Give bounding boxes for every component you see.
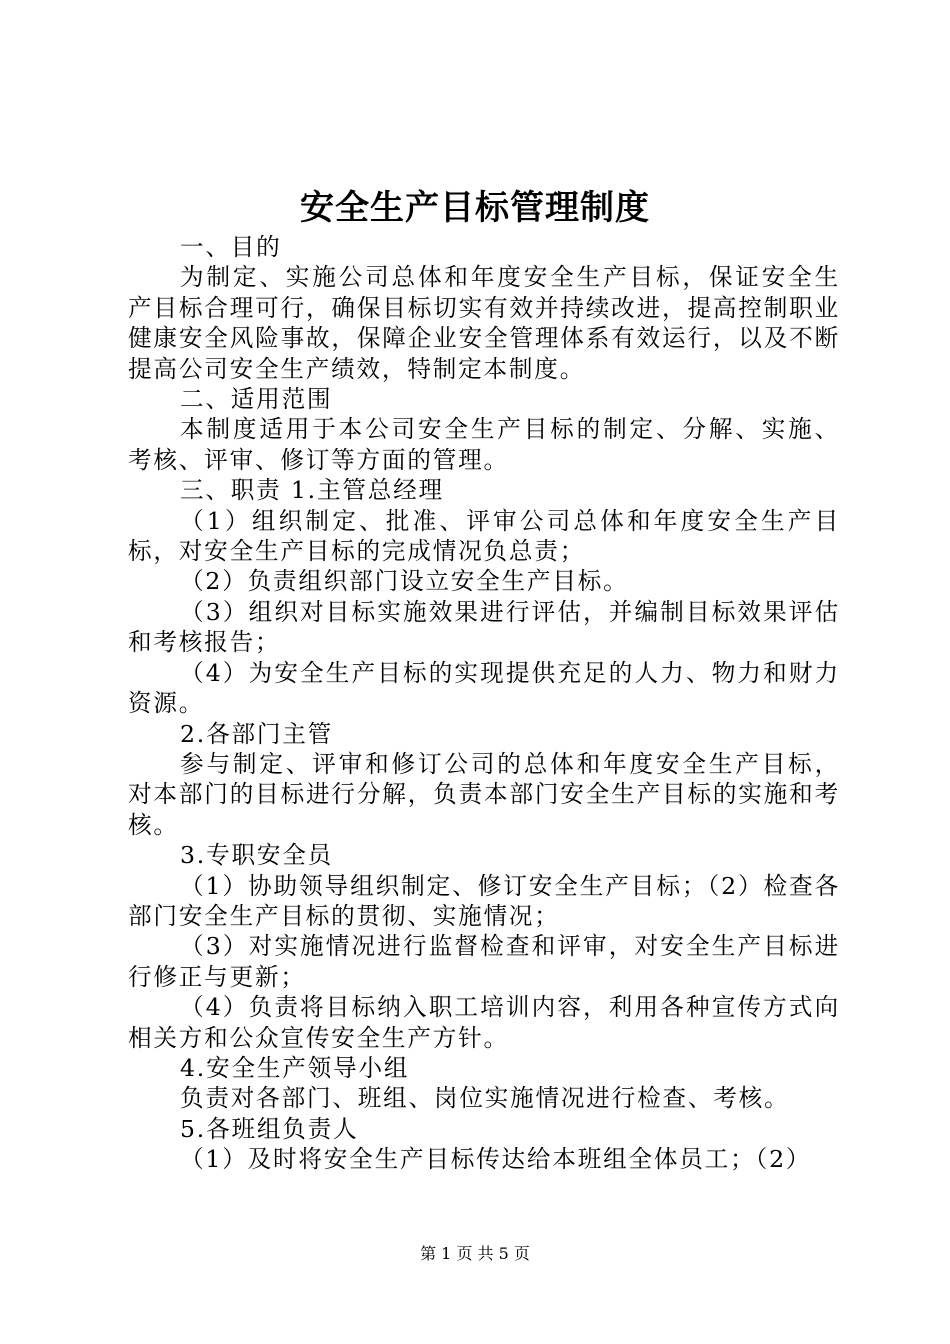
paragraph-leadership-group: 负责对各部门、班组、岗位实施情况进行检查、考核。 (180, 1084, 790, 1113)
paragraph-department-heads: 参与制定、评审和修订公司的总体和年度安全生产目标，对本部门的目标进行分解，负责本部门安全生产目标的实施和考核。 (128, 749, 840, 839)
section-heading-duties: 三、职责 1.主管总经理 (180, 476, 444, 505)
list-item: （3）对实施情况进行监督检查和评审，对安全生产目标进行修正与更新； (128, 932, 840, 991)
section-heading-purpose: 一、目的 (180, 233, 282, 261)
list-item: （2）负责组织部门设立安全生产目标。 (180, 567, 629, 596)
section-heading-scope: 二、适用范围 (180, 385, 333, 414)
document-body (128, 232, 840, 1175)
list-item: （1）及时将安全生产目标传达给本班组全体员工；（2） (180, 1145, 812, 1174)
document-title: 安全生产目标管理制度 (300, 188, 650, 228)
list-item: （1）组织制定、批准、评审公司总体和年度安全生产目标，对安全生产目标的完成情况负总责； (128, 506, 840, 566)
list-item: （1）协助领导组织制定、修订安全生产目标；（2）检查各部门安全生产目标的贯彻、实施情况； (128, 871, 840, 930)
list-item: （4）负责将目标纳入职工培训内容，利用各种宣传方式向相关方和公众宣传安全生产方针。 (128, 993, 840, 1052)
page-footer: 第 1 页 共 5 页 (420, 1244, 530, 1263)
subsection-heading-team-leaders: 5.各班组负责人 (180, 1114, 359, 1143)
subsection-heading-department-heads: 2.各部门主管 (180, 719, 334, 748)
list-item: （3）组织对目标实施效果进行评估，并编制目标效果评估和考核报告； (128, 597, 840, 657)
paragraph-scope: 本制度适用于本公司安全生产目标的制定、分解、实施、考核、评审、修订等方面的管理。 (128, 415, 840, 474)
paragraph-purpose: 为制定、实施公司总体和年度安全生产目标，保证安全生产目标合理可行，确保目标切实有效并持续改进，提高控制职业健康安全风险事故，保障企业安全管理体系有效运行，以及不断提高公司安全生产绩效，特制定本制度。 (128, 263, 840, 383)
subsection-heading-leadership-group: 4.安全生产领导小组 (180, 1053, 410, 1082)
subsection-heading-safety-officer: 3.专职安全员 (180, 841, 334, 870)
list-item: （4）为安全生产目标的实现提供充足的人力、物力和财力资源。 (128, 658, 840, 718)
